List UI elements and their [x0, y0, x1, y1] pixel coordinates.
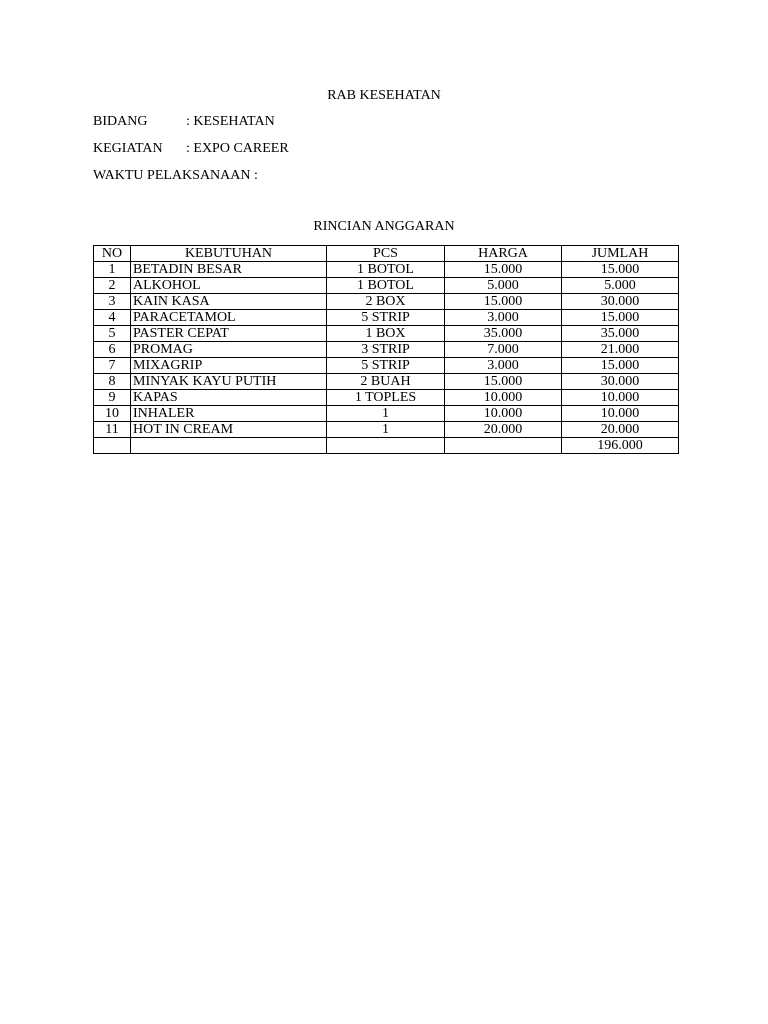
table-row — [94, 406, 679, 422]
cell-pcs: 5 STRIP — [327, 358, 445, 374]
cell-pcs: 1 — [327, 422, 445, 438]
cell-jumlah: 20.000 — [562, 422, 679, 438]
cell-no: 8 — [94, 374, 131, 390]
kegiatan-value: : EXPO CAREER — [186, 141, 289, 156]
cell-harga: 15.000 — [445, 262, 562, 278]
cell-jumlah: 15.000 — [562, 358, 679, 374]
header-no: NO — [94, 246, 131, 262]
cell-no: 9 — [94, 390, 131, 406]
cell-no: 3 — [94, 294, 131, 310]
cell-kebutuhan: PASTER CEPAT — [131, 326, 327, 342]
cell-no: 5 — [94, 326, 131, 342]
cell-jumlah: 30.000 — [562, 374, 679, 390]
section-title: RINCIAN ANGGARAN — [313, 219, 455, 234]
cell-harga: 5.000 — [445, 278, 562, 294]
table-row — [94, 342, 679, 358]
table-total-row — [94, 438, 679, 454]
table-row — [94, 390, 679, 406]
cell-kebutuhan: KAPAS — [131, 390, 327, 406]
cell-kebutuhan: PROMAG — [131, 342, 327, 358]
header-pcs: PCS — [327, 246, 445, 262]
cell-pcs: 1 BOTOL — [327, 262, 445, 278]
cell-no: 7 — [94, 358, 131, 374]
cell-harga: 10.000 — [445, 390, 562, 406]
cell-no: 10 — [94, 406, 131, 422]
cell-no: 2 — [94, 278, 131, 294]
cell-kebutuhan: MINYAK KAYU PUTIH — [131, 374, 327, 390]
bidang-row — [93, 113, 275, 130]
cell-pcs: 2 BUAH — [327, 374, 445, 390]
document-title: RAB KESEHATAN — [327, 88, 441, 103]
cell-kebutuhan: BETADIN BESAR — [131, 262, 327, 278]
table-row — [94, 294, 679, 310]
cell-pcs: 1 TOPLES — [327, 390, 445, 406]
cell-kebutuhan: ALKOHOL — [131, 278, 327, 294]
waktu-row — [93, 167, 258, 184]
cell-pcs: 1 — [327, 406, 445, 422]
table-row — [94, 326, 679, 342]
cell-pcs: 1 BOX — [327, 326, 445, 342]
cell-no: 11 — [94, 422, 131, 438]
cell-kebutuhan: HOT IN CREAM — [131, 422, 327, 438]
cell-kebutuhan: PARACETAMOL — [131, 310, 327, 326]
total-cell-no — [94, 438, 131, 454]
table-row — [94, 262, 679, 278]
table-row — [94, 374, 679, 390]
cell-no: 6 — [94, 342, 131, 358]
cell-kebutuhan: MIXAGRIP — [131, 358, 327, 374]
table-row — [94, 278, 679, 294]
table-row — [94, 358, 679, 374]
bidang-value: : KESEHATAN — [186, 114, 275, 129]
budget-table — [93, 245, 679, 454]
cell-pcs: 1 BOTOL — [327, 278, 445, 294]
table-row — [94, 422, 679, 438]
bidang-label: BIDANG — [93, 114, 148, 129]
total-value: 196.000 — [562, 438, 679, 454]
header-kebutuhan: KEBUTUHAN — [131, 246, 327, 262]
cell-harga: 35.000 — [445, 326, 562, 342]
cell-jumlah: 10.000 — [562, 390, 679, 406]
cell-pcs: 3 STRIP — [327, 342, 445, 358]
cell-harga: 15.000 — [445, 294, 562, 310]
cell-harga: 7.000 — [445, 342, 562, 358]
cell-jumlah: 35.000 — [562, 326, 679, 342]
cell-no: 4 — [94, 310, 131, 326]
cell-harga: 3.000 — [445, 358, 562, 374]
cell-jumlah: 15.000 — [562, 310, 679, 326]
total-cell-kebutuhan — [131, 438, 327, 454]
cell-pcs: 2 BOX — [327, 294, 445, 310]
cell-harga: 10.000 — [445, 406, 562, 422]
cell-jumlah: 15.000 — [562, 262, 679, 278]
cell-harga: 15.000 — [445, 374, 562, 390]
cell-jumlah: 30.000 — [562, 294, 679, 310]
cell-harga: 20.000 — [445, 422, 562, 438]
table-row — [94, 310, 679, 326]
total-cell-pcs — [327, 438, 445, 454]
cell-kebutuhan: KAIN KASA — [131, 294, 327, 310]
header-jumlah: JUMLAH — [562, 246, 679, 262]
cell-no: 1 — [94, 262, 131, 278]
cell-kebutuhan: INHALER — [131, 406, 327, 422]
kegiatan-label: KEGIATAN — [93, 141, 163, 156]
cell-jumlah: 10.000 — [562, 406, 679, 422]
total-cell-harga — [445, 438, 562, 454]
kegiatan-row — [93, 140, 289, 157]
cell-jumlah: 21.000 — [562, 342, 679, 358]
cell-jumlah: 5.000 — [562, 278, 679, 294]
header-harga: HARGA — [445, 246, 562, 262]
table-header-row — [94, 246, 679, 262]
waktu-label: WAKTU PELAKSANAAN : — [93, 168, 258, 183]
cell-pcs: 5 STRIP — [327, 310, 445, 326]
cell-harga: 3.000 — [445, 310, 562, 326]
